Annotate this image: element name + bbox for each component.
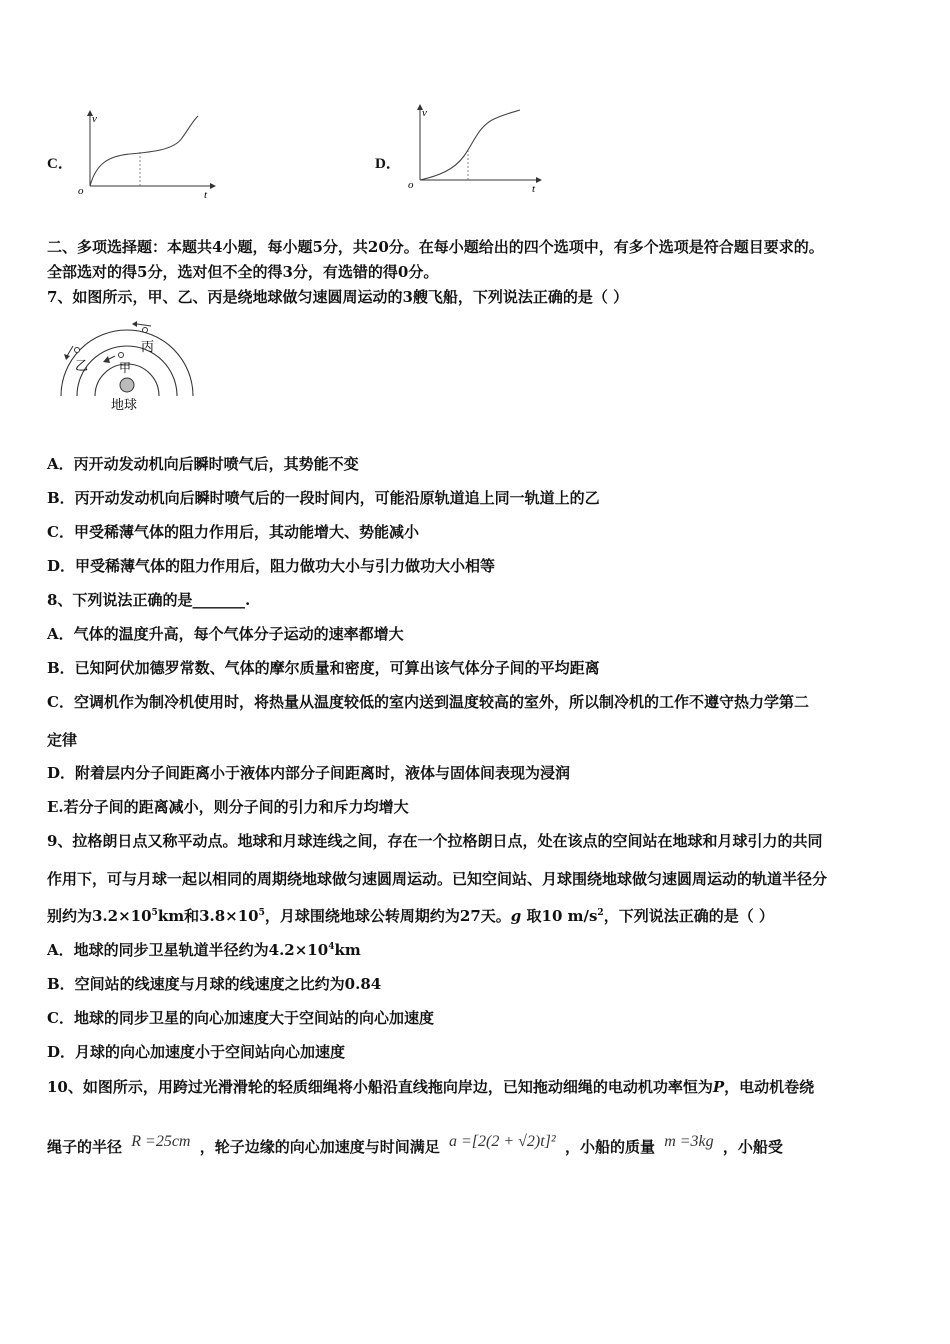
graph-c-curve [90,116,198,186]
graph-c [72,106,222,201]
graph-d-o: o [408,179,414,191]
q8-stem: 8、下列说法正确的是_______. [47,591,251,609]
q10-line1: 10、如图所示，用跨过光滑滑轮的轻质细绳将小船沿直线拖向岸边，已知拖动细绳的电动机功率恒为P，电动机卷绕 [47,1078,815,1096]
q7-option-b: B．丙开动发动机向后瞬时喷气后的一段时间内，可能沿原轨道追上同一轨道上的乙 [47,489,600,507]
ship-yi-dot [75,348,80,353]
q7-option-a: A．丙开动发动机向后瞬时喷气后，其势能不变 [47,455,359,473]
formula-r: R =25cm [131,1133,191,1150]
graph-d-label: D． [375,156,401,172]
q10-line2: 绳子的半径 R =25cm ，轮子边缘的向心加速度与时间满足 a =[2(2 + √2)t]² ，小船的质量 m =3kg ，小船受 [47,1133,783,1156]
graph-c-t: t [204,189,208,201]
q7-option-d: D．甲受稀薄气体的阻力作用后，阻力做功大小与引力做功大小相等 [47,557,496,575]
graph-c-o: o [78,185,84,197]
q8-option-e: E.若分子间的距离减小，则分子间的引力和斥力均增大 [47,798,409,816]
formula-a: a =[2(2 + √2)t]² [448,1133,556,1150]
q8-option-b: B．已知阿伏加德罗常数、气体的摩尔质量和密度，可算出该气体分子间的平均距离 [47,659,600,677]
graph-c-v: v [92,113,97,125]
graph-d-v: v [422,107,427,119]
q7-option-c: C．甲受稀薄气体的阻力作用后，其动能增大、势能减小 [47,523,419,541]
q9-option-b: B．空间站的线速度与月球的线速度之比约为0.84 [47,975,382,993]
q8-option-c-line2: 定律 [47,731,78,749]
graph-d-curve [420,110,520,180]
q9-option-d: D．月球的向心加速度小于空间站向心加速度 [47,1043,346,1061]
label-earth: 地球 [111,397,138,412]
q7-stem: 7、如图所示，甲、乙、丙是绕地球做匀速圆周运动的3艘飞船，下列说法正确的是（ ） [47,288,629,306]
label-jia: 甲 [119,361,132,375]
q9-option-a: A．地球的同步卫星轨道半径约为$4.2\times 10^4km$ [47,941,361,959]
section2-line1: 二、多项选择题：本题共4小题，每小题5分，共20分。在每小题给出的四个选项中，有多个选项是符合题目要求的。 [47,238,824,256]
q9-line1: 9、拉格朗日点又称平动点。地球和月球连线之间，存在一个拉格朗日点，处在该点的空间站在地球和月球引力的共同 [47,832,823,850]
earth-circle [120,378,134,392]
q7-orbit-figure [55,318,200,418]
ship-jia-dot [119,353,124,358]
q9-option-c: C．地球的同步卫星的向心加速度大于空间站的向心加速度 [47,1009,434,1027]
q9-line2: 作用下，可与月球一起以相同的周期绕地球做匀速圆周运动。已知空间站、月球围绕地球做匀速圆周运动的轨道半径分 [47,870,828,888]
q9-line3: 别约为$3.2\times 10^5km$和$3.8\times 10^5$，月球围绕地球公转周期约为27天。g 取10 $m/s^2$，下列说法正确的是（ ） [47,907,774,925]
graph-c-label: C． [47,156,73,172]
q8-option-c-line1: C．空调机作为制冷机使用时，将热量从温度较低的室内送到温度较高的室外，所以制冷机的工作不遵守热力学第二 [47,693,809,711]
q8-option-d: D．附着层内分子间距离小于液体内部分子间距离时，液体与固体间表现为浸润 [47,764,571,782]
graph-d [402,100,552,195]
label-yi: 乙 [75,358,89,373]
formula-m: m =3kg [664,1133,714,1150]
section2-line2: 全部选对的得5分，选对但不全的得3分，有选错的得0分。 [47,263,439,281]
q8-option-a: A．气体的温度升高，每个气体分子运动的速率都增大 [47,625,404,643]
label-bing: 丙 [141,339,155,354]
graph-d-t: t [532,183,536,195]
ship-bing-dot [143,328,148,333]
